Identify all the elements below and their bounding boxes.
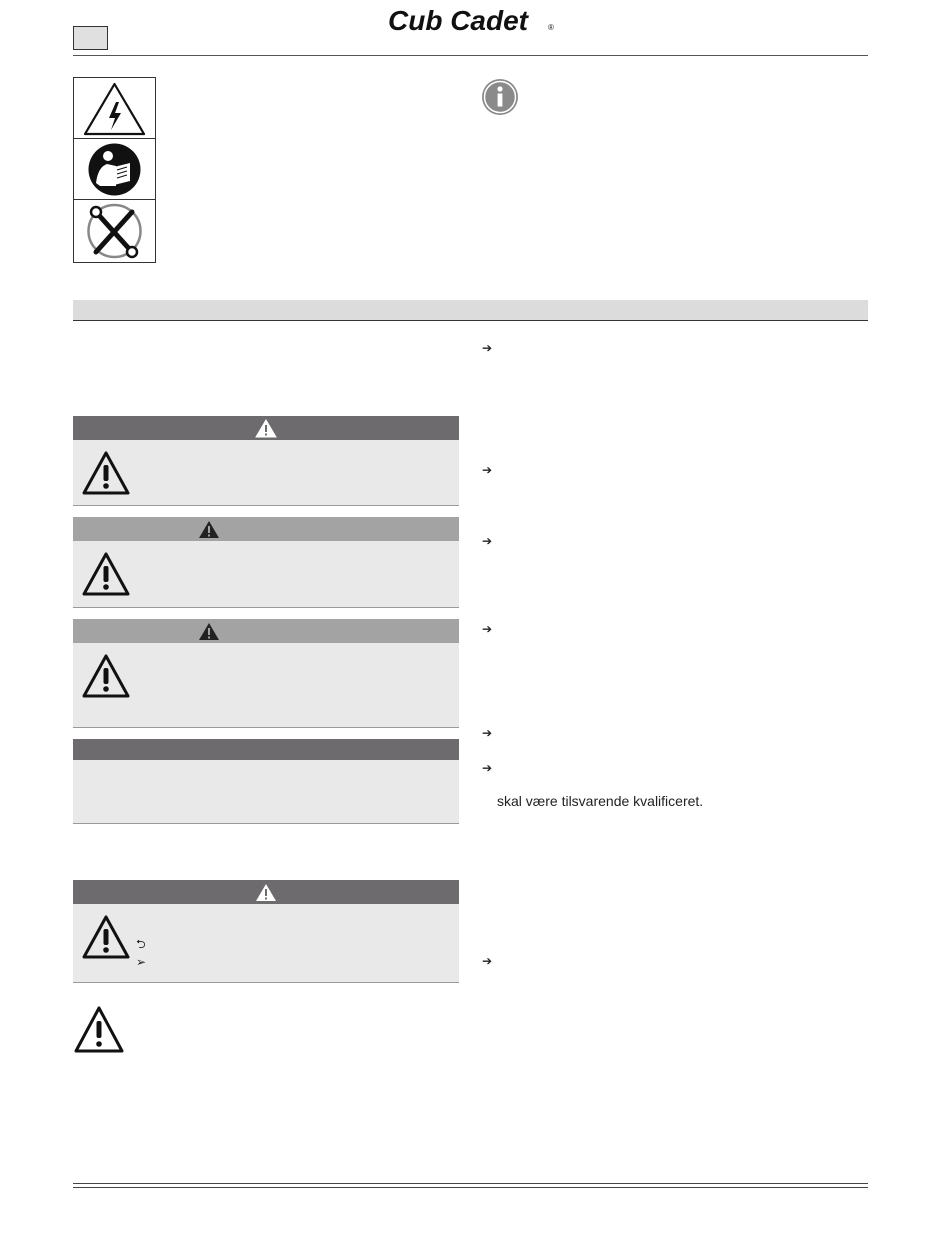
read-manual-icon — [74, 139, 155, 200]
info-icon — [481, 78, 519, 116]
arrow-bullet: ➔ — [482, 761, 493, 775]
warning-box-header — [73, 517, 459, 541]
warning-triangle-icon — [81, 551, 131, 597]
footer-rule — [73, 1183, 868, 1188]
qualification-text: skal være tilsvarende kvalificeret. — [497, 793, 704, 809]
header-rule — [73, 55, 868, 56]
section-heading-bar — [73, 300, 868, 321]
arrow-bullet: ➔ — [482, 726, 493, 740]
warning-triangle-icon — [255, 883, 277, 902]
language-tab — [73, 26, 108, 50]
logo-registered-mark: ® — [548, 23, 554, 32]
warning-triangle-icon — [198, 520, 220, 539]
warning-triangle-icon — [81, 653, 131, 699]
instruction-warning-box — [73, 880, 459, 983]
high-voltage-warning-icon — [74, 78, 155, 139]
danger-box — [73, 416, 459, 506]
warning-triangle-icon — [81, 450, 131, 496]
arrow-bullet: ➔ — [482, 463, 493, 477]
arrow-bullet: ➔ — [482, 954, 493, 968]
warning-triangle-icon — [255, 419, 277, 438]
arrow-bullet: ➔ — [482, 622, 493, 636]
warning-triangle-icon — [73, 1005, 125, 1055]
symbol-column — [73, 77, 156, 263]
warning-triangle-icon — [81, 914, 131, 960]
warning-box — [73, 517, 459, 608]
arrow-bullet: ➔ — [482, 341, 493, 355]
cub-cadet-logo — [380, 2, 570, 42]
caution-box-header — [73, 619, 459, 643]
caution-box — [73, 619, 459, 728]
logo-wordmark: Cub Cadet — [388, 5, 528, 36]
warning-triangle-icon — [198, 622, 220, 641]
danger-box-header — [73, 416, 459, 440]
no-tools-icon — [74, 200, 155, 261]
list-bullet-arrowhead: ➢ — [136, 955, 147, 969]
instruction-box-header — [73, 880, 459, 904]
arrow-bullet: ➔ — [482, 534, 493, 548]
note-box-header — [73, 739, 459, 760]
list-bullet-return: ⮌ — [136, 937, 146, 951]
note-box — [73, 739, 459, 824]
